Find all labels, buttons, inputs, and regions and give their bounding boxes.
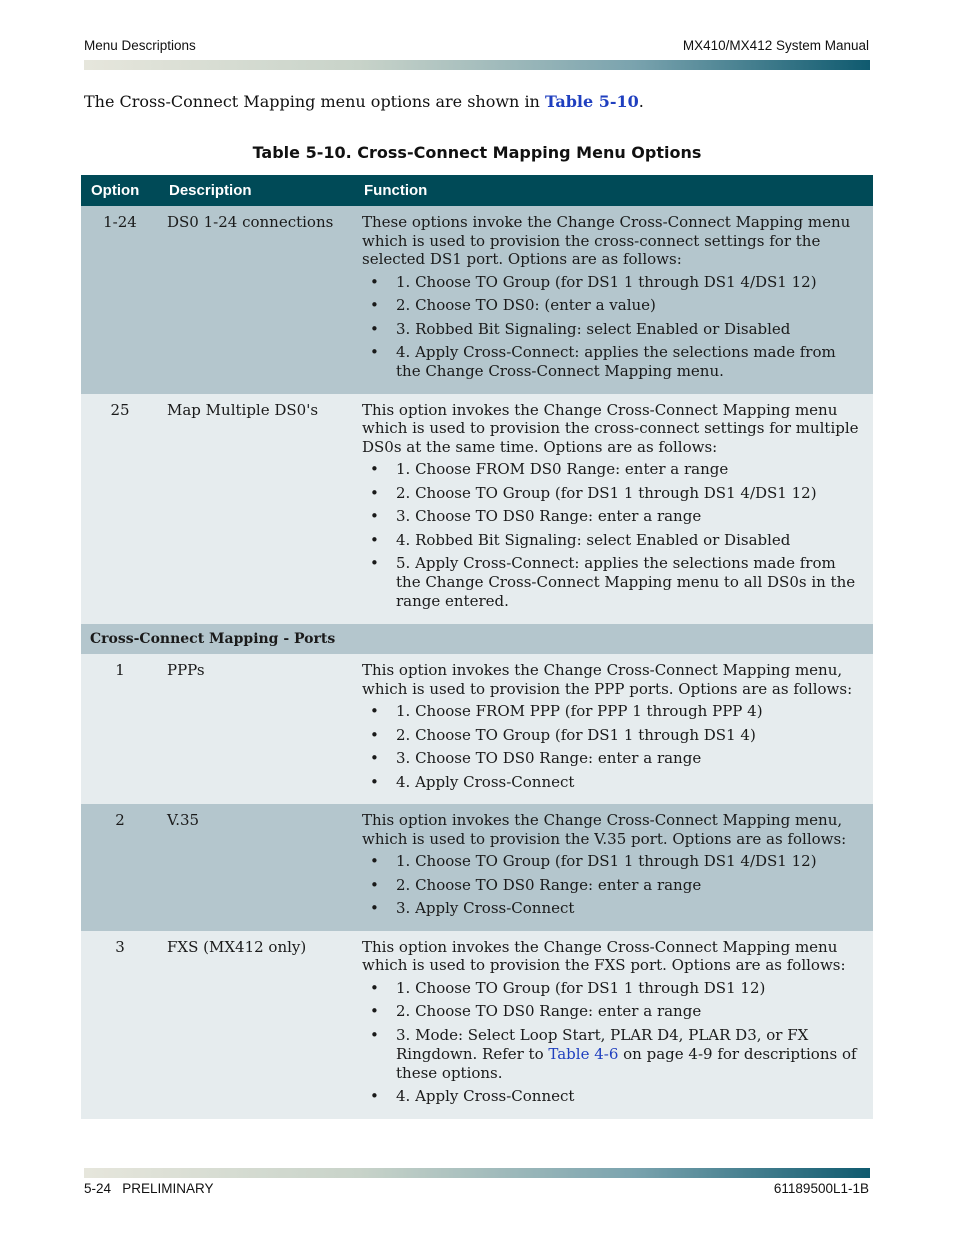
list-item (362, 484, 865, 503)
bullet-icon: • (370, 852, 379, 870)
description-cell: FXS (MX412 only) (159, 931, 354, 1119)
bullet-icon: • (370, 725, 379, 744)
function-text: This option invokes the Change Cross-Connect Mapping menu, which is used to provision the PPP ports. Options are as follows: (362, 661, 853, 698)
bullet-text: 1. Choose TO Group (for DS1 1 through DS1 4/DS1 12) (396, 852, 817, 870)
list-item (362, 320, 865, 339)
option-cell: 25 (81, 394, 159, 624)
bullet-text: 1. Choose FROM DS0 Range: enter a range (396, 460, 729, 478)
bullet-text: 1. Choose TO Group (for DS1 1 through DS1 4/DS1 12) (396, 272, 817, 291)
table-row (81, 931, 873, 1119)
bullet-icon: • (370, 899, 379, 917)
bullet-icon: • (370, 749, 379, 767)
option-cell: 2 (81, 804, 159, 931)
function-cell (354, 206, 873, 394)
bullet-icon: • (370, 1002, 379, 1020)
bullet-text: 1. Choose FROM PPP (for PPP 1 through PPP 4) (396, 702, 763, 720)
intro-text: The Cross-Connect Mapping menu options are shown in (84, 92, 545, 111)
option-cell: 3 (81, 931, 159, 1119)
function-text: This option invokes the Change Cross-Connect Mapping menu which is used to provision the cross-connect settings for multiple DS0s at the same time. Options are as follows: (362, 400, 859, 456)
bullet-text: 3. Choose TO DS0 Range: enter a range (396, 507, 702, 525)
bullet-list (362, 273, 865, 382)
bullet-icon: • (370, 772, 379, 791)
running-header-section: Menu Descriptions (84, 38, 196, 53)
bullet-text: 3. Mode: Select Loop Start, PLAR D4, PLAR D3, or FX Ringdown. Refer to (396, 1025, 809, 1063)
table-caption: Table 5-10. Cross-Connect Mapping Menu Options (252, 143, 702, 162)
bullet-icon: • (370, 554, 379, 572)
bullet-text: 2. Choose TO DS0 Range: enter a range (396, 875, 702, 894)
list-item (362, 1026, 865, 1083)
list-item (362, 1087, 865, 1106)
header-rule (84, 60, 870, 70)
bullet-icon: • (370, 272, 379, 291)
description-cell: DS0 1-24 connections (159, 206, 354, 394)
function-cell (354, 931, 873, 1119)
list-item (362, 876, 865, 895)
bullet-text: 2. Choose TO Group (for DS1 1 through DS1 4) (396, 725, 756, 744)
bullet-text: 1. Choose TO Group (for DS1 1 through DS1 12) (396, 978, 766, 997)
bullet-text: 2. Choose TO Group (for DS1 1 through DS1 4/DS1 12) (396, 483, 817, 502)
footer-rule (84, 1168, 870, 1178)
function-cell (354, 654, 873, 804)
list-item (362, 899, 865, 918)
table-row (81, 206, 873, 394)
bullet-text: 2. Choose TO DS0: (enter a value) (396, 296, 656, 314)
description-cell: PPPs (159, 654, 354, 804)
bullet-icon: • (370, 343, 379, 361)
page-number: 5-24 PRELIMINARY (84, 1181, 214, 1196)
list-item (362, 507, 865, 526)
bullet-icon: • (370, 702, 379, 720)
bullet-text: 5. Apply Cross-Connect: applies the selections made from the Change Cross-Connect Mapping menu to all DS0s in the range entered. (396, 554, 856, 610)
section-heading: Cross-Connect Mapping - Ports (81, 624, 873, 655)
section-row (81, 624, 873, 655)
function-text: These options invoke the Change Cross-Connect Mapping menu which is used to provision the cross-connect settings for the selected DS1 port. Options are as follows: (362, 213, 851, 268)
description-cell: Map Multiple DS0's (159, 394, 354, 624)
bullet-icon: • (370, 483, 379, 502)
list-item (362, 343, 865, 381)
bullet-text-tail: on page 4-9 for descriptions of these options. (396, 1044, 857, 1082)
table-header-row (81, 175, 873, 206)
header-option: Option (81, 175, 159, 206)
bullet-icon: • (370, 1087, 379, 1105)
function-text: This option invokes the Change Cross-Connect Mapping menu, which is used to provision the V.35 port. Options are as follows: (362, 811, 847, 848)
table-4-6-link[interactable]: Table 4-6 (548, 1044, 619, 1063)
bullet-list (362, 702, 865, 792)
list-item (362, 273, 865, 292)
intro-paragraph (84, 92, 644, 111)
function-text: This option invokes the Change Cross-Connect Mapping menu which is used to provision the FXS port. Options are as follows: (362, 937, 846, 974)
bullet-icon: • (370, 875, 379, 894)
bullet-text: 2. Choose TO DS0 Range: enter a range (396, 1002, 702, 1020)
bullet-text: 4. Apply Cross-Connect: applies the selections made from the Change Cross-Connect Mapping menu. (396, 343, 836, 380)
document-number: 61189500L1-1B (773, 1181, 869, 1196)
header-description: Description (159, 175, 354, 206)
bullet-text: 4. Robbed Bit Signaling: select Enabled or Disabled (396, 530, 791, 549)
list-item (362, 554, 865, 611)
description-cell: V.35 (159, 804, 354, 931)
header-function: Function (354, 175, 873, 206)
bullet-icon: • (370, 319, 379, 338)
options-table (81, 175, 873, 1119)
option-cell: 1-24 (81, 206, 159, 394)
bullet-list (362, 979, 865, 1107)
function-cell (354, 394, 873, 624)
list-item (362, 1002, 865, 1021)
list-item (362, 702, 865, 721)
bullet-list (362, 460, 865, 611)
bullet-text: 3. Apply Cross-Connect (396, 899, 575, 917)
bullet-icon: • (370, 296, 379, 314)
bullet-icon: • (370, 460, 379, 478)
list-item (362, 460, 865, 479)
option-cell: 1 (81, 654, 159, 804)
list-item (362, 726, 865, 745)
bullet-text: 4. Apply Cross-Connect (396, 1087, 575, 1105)
list-item (362, 296, 865, 315)
list-item (362, 852, 865, 871)
list-item (362, 979, 865, 998)
bullet-icon: • (370, 978, 379, 997)
bullet-icon: • (370, 507, 379, 525)
bullet-list (362, 852, 865, 918)
table-row (81, 804, 873, 931)
table-row (81, 394, 873, 624)
bullet-text: 3. Robbed Bit Signaling: select Enabled or Disabled (396, 319, 791, 338)
list-item (362, 773, 865, 792)
list-item (362, 749, 865, 768)
function-cell (354, 804, 873, 931)
list-item (362, 531, 865, 550)
bullet-icon: • (370, 1025, 379, 1044)
running-header-title: MX410/MX412 System Manual (682, 38, 869, 53)
bullet-text: 3. Choose TO DS0 Range: enter a range (396, 749, 702, 767)
intro-period: . (638, 92, 644, 111)
bullet-icon: • (370, 530, 379, 549)
table-row (81, 654, 873, 804)
bullet-text: 4. Apply Cross-Connect (396, 772, 575, 791)
table-5-10-link[interactable]: Table 5-10 (544, 92, 639, 111)
